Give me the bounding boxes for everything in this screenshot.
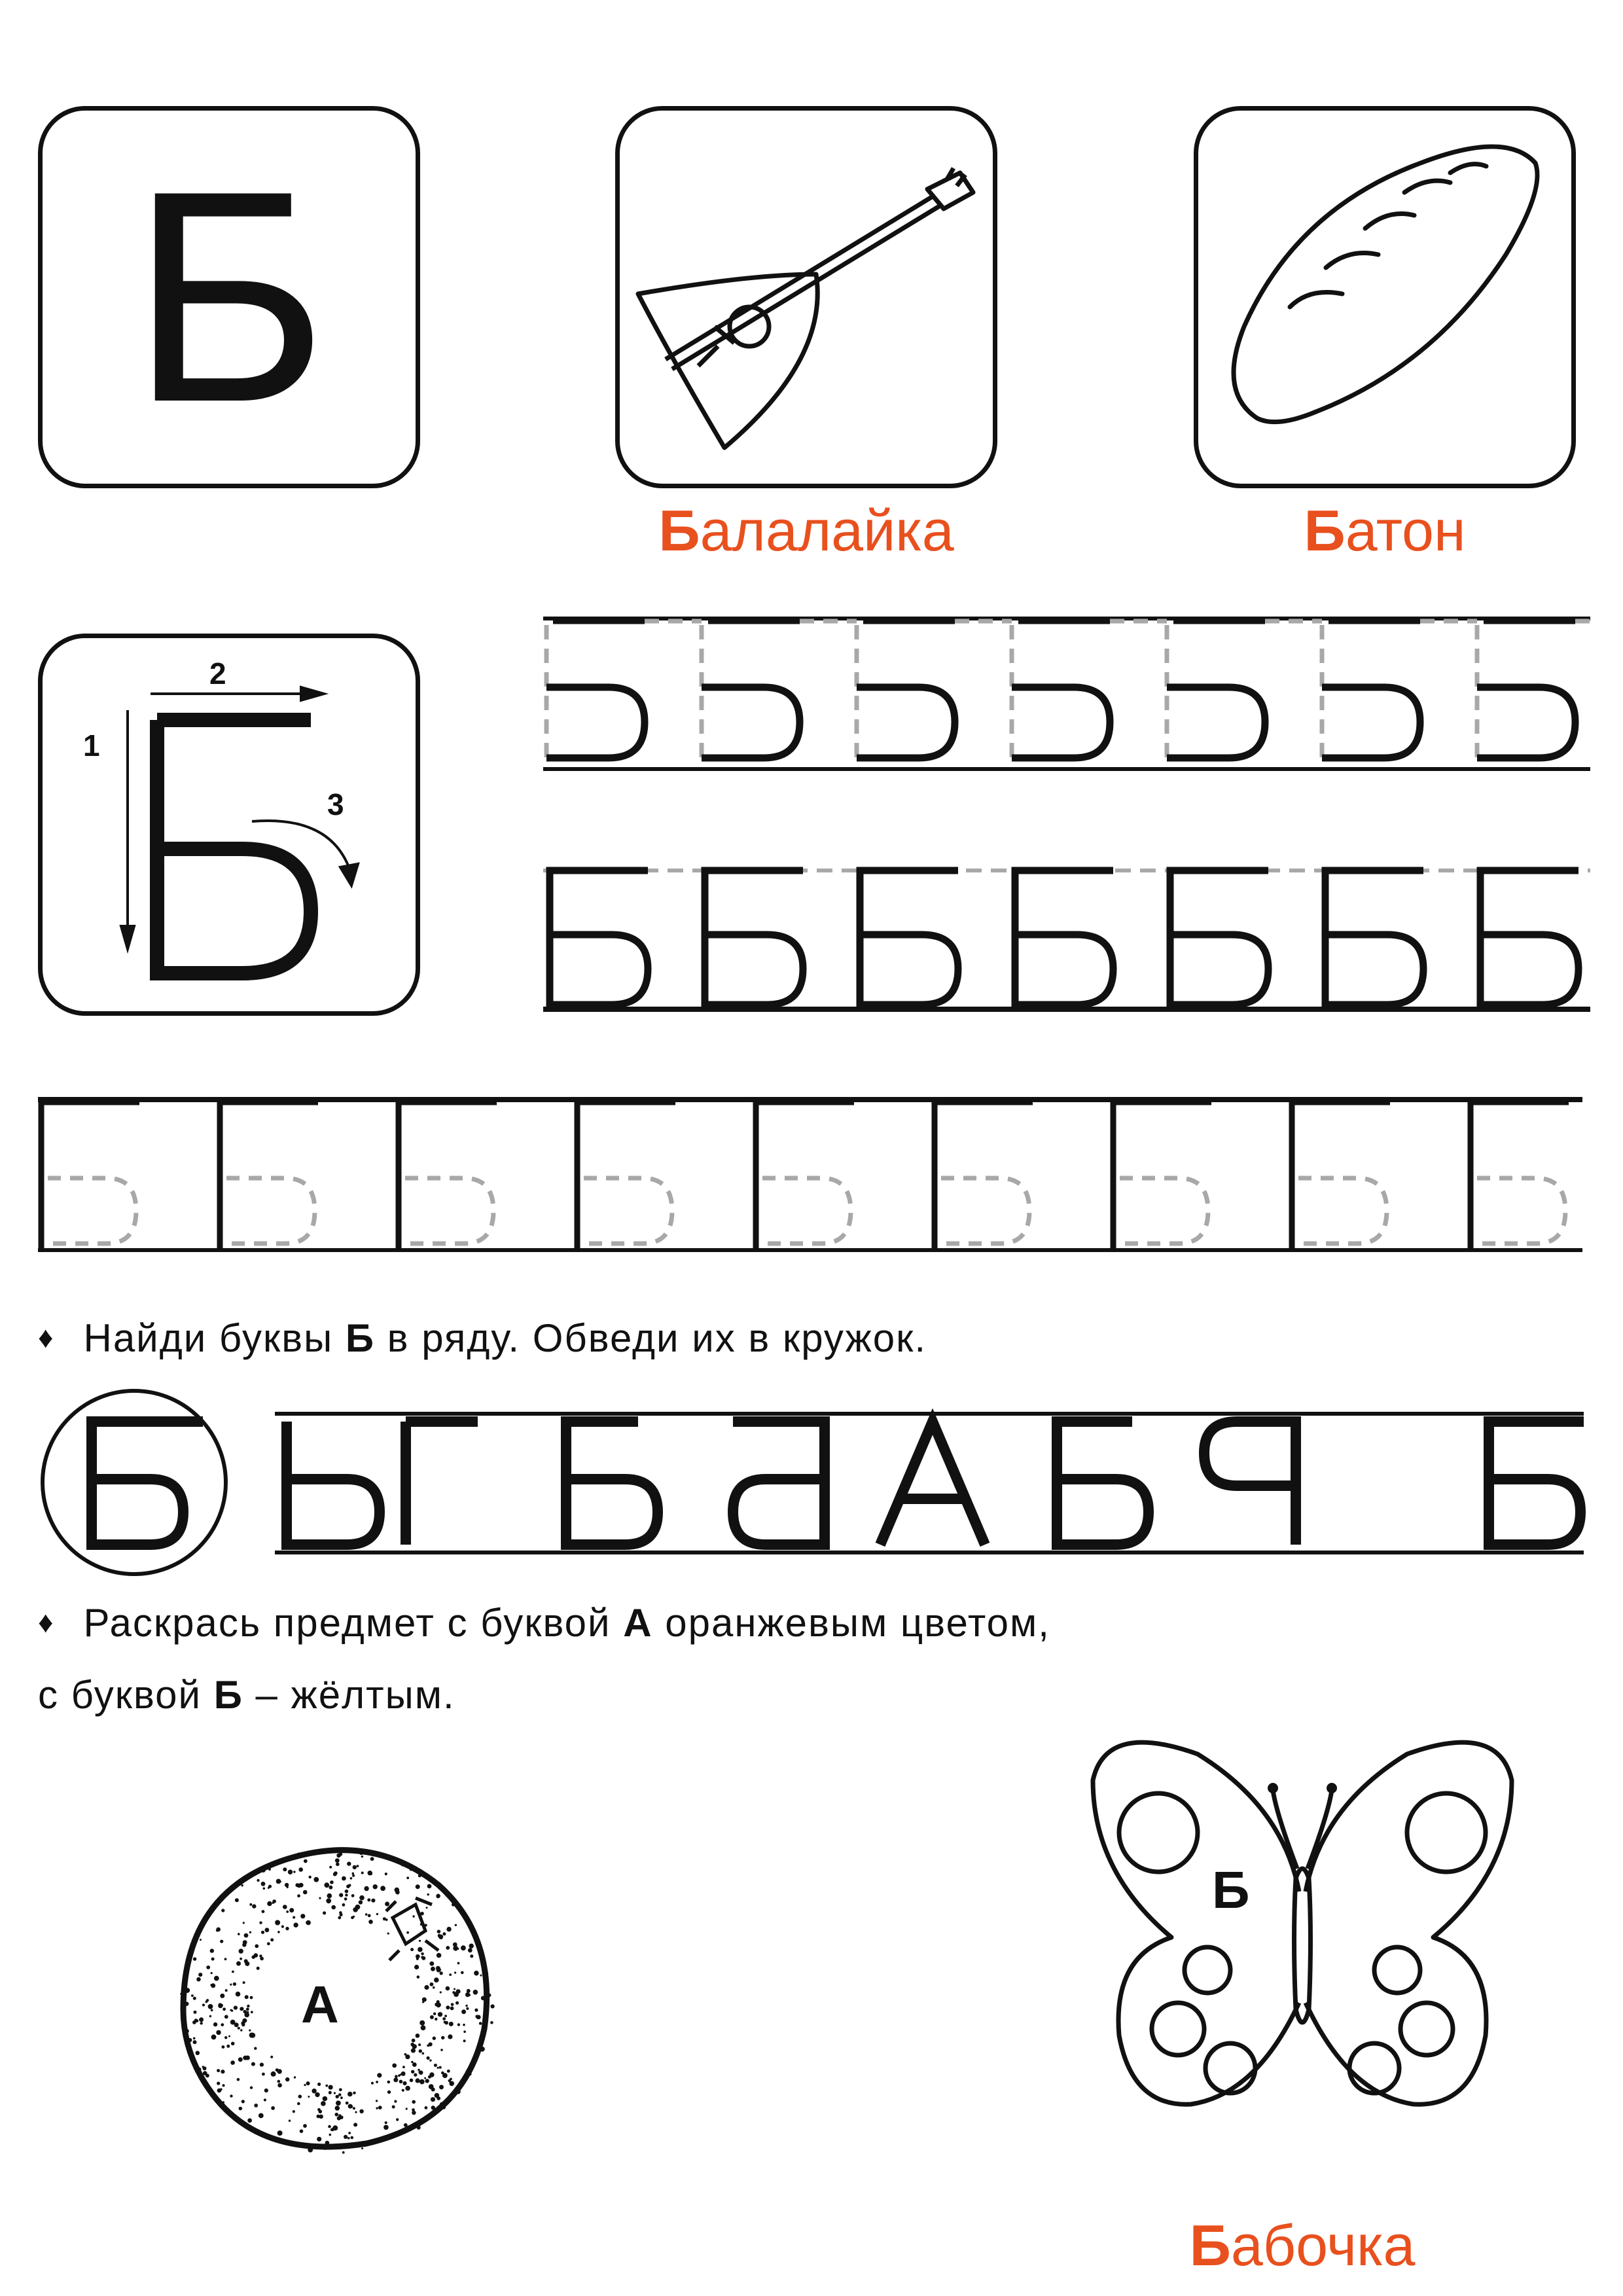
baton-icon xyxy=(1198,111,1571,484)
bullet-diamond-icon: ♦ xyxy=(38,1320,55,1354)
butterfly-icon xyxy=(1067,1728,1538,2199)
find-letter: Б xyxy=(345,1316,375,1360)
trace-letter xyxy=(1170,870,1268,1005)
baton-caption xyxy=(1194,497,1576,564)
balalaika-card xyxy=(615,106,997,488)
baton-caption-rest: атон xyxy=(1345,498,1466,563)
recognition-glyph[interactable] xyxy=(1489,1422,1584,1545)
letter-card xyxy=(38,106,420,488)
trace-letter xyxy=(1477,621,1597,766)
find-text-after: в ряду. Обведи их в кружок. xyxy=(375,1316,927,1360)
trace-letter xyxy=(857,621,1012,766)
tracing-row-3 xyxy=(38,1086,1622,1257)
trace-letter xyxy=(1015,870,1113,1005)
color-text-1-before: Раскрась предмет с буквой xyxy=(83,1601,624,1645)
big-letter: Б xyxy=(130,129,328,465)
recognition-glyph[interactable] xyxy=(1204,1422,1296,1545)
recognition-glyph[interactable] xyxy=(1057,1422,1149,1545)
trace-letter xyxy=(935,1102,1033,1249)
butterfly-caption xyxy=(1067,2212,1538,2279)
trace-letter xyxy=(546,621,702,766)
trace-letter xyxy=(756,1102,854,1249)
color-text-2-before: с буквой xyxy=(38,1673,214,1717)
stroke-order-card xyxy=(38,634,420,1016)
bullet-diamond-icon: ♦ xyxy=(38,1605,55,1639)
stroke-number-2: 2 xyxy=(209,656,226,691)
recognition-glyph[interactable] xyxy=(566,1422,658,1545)
letter-recognition-row xyxy=(26,1388,1623,1597)
baton-caption-first: Б xyxy=(1304,498,1346,563)
trace-letter xyxy=(702,621,857,766)
recognition-glyph[interactable] xyxy=(880,1422,985,1545)
orange-icon xyxy=(157,1813,524,2179)
recognition-glyph[interactable] xyxy=(733,1422,825,1545)
tracing-row-1 xyxy=(543,605,1597,776)
balalaika-caption xyxy=(615,497,997,564)
trace-letter xyxy=(1471,1102,1569,1249)
trace-letter xyxy=(1480,870,1578,1005)
trace-letter xyxy=(1292,1102,1390,1249)
trace-letter xyxy=(705,870,803,1005)
stroke-number-3: 3 xyxy=(327,787,344,821)
color-text-2-after: – жёлтым. xyxy=(243,1673,455,1717)
color-instruction-line2 xyxy=(38,1672,455,1717)
trace-letter xyxy=(220,1102,318,1249)
color-letter-b: Б xyxy=(213,1673,243,1717)
butterfly-label: Б xyxy=(1212,1861,1250,1919)
trace-letter xyxy=(1113,1102,1211,1249)
balalaika-icon xyxy=(620,111,993,484)
butterfly-caption-first: Б xyxy=(1189,2213,1231,2278)
orange-label: А xyxy=(301,1975,339,2034)
trace-letter xyxy=(1322,621,1477,766)
trace-letter xyxy=(1012,621,1167,766)
recognition-glyph[interactable] xyxy=(406,1422,478,1545)
trace-letter xyxy=(41,1102,139,1249)
find-instruction xyxy=(38,1316,927,1361)
trace-letter xyxy=(1325,870,1423,1005)
color-letter-a: А xyxy=(623,1601,653,1645)
trace-letter xyxy=(577,1102,675,1249)
trace-letter xyxy=(1167,621,1322,766)
stroke-order-diagram xyxy=(43,638,416,1011)
find-text-before: Найди буквы xyxy=(83,1316,346,1360)
color-text-1-after: оранжевым цветом, xyxy=(652,1601,1050,1645)
trace-letter xyxy=(860,870,958,1005)
recognition-glyph[interactable] xyxy=(92,1422,203,1545)
balalaika-caption-first: Б xyxy=(658,498,700,563)
trace-letter xyxy=(550,870,648,1005)
color-instruction-line1 xyxy=(38,1600,1050,1645)
trace-letter xyxy=(399,1102,497,1249)
tracing-row-2 xyxy=(543,857,1597,1014)
butterfly-caption-rest: абочка xyxy=(1230,2213,1416,2278)
stroke-number-1: 1 xyxy=(83,728,100,762)
balalaika-caption-rest: алалайка xyxy=(700,498,954,563)
recognition-glyph[interactable] xyxy=(287,1422,380,1545)
baton-card xyxy=(1194,106,1576,488)
